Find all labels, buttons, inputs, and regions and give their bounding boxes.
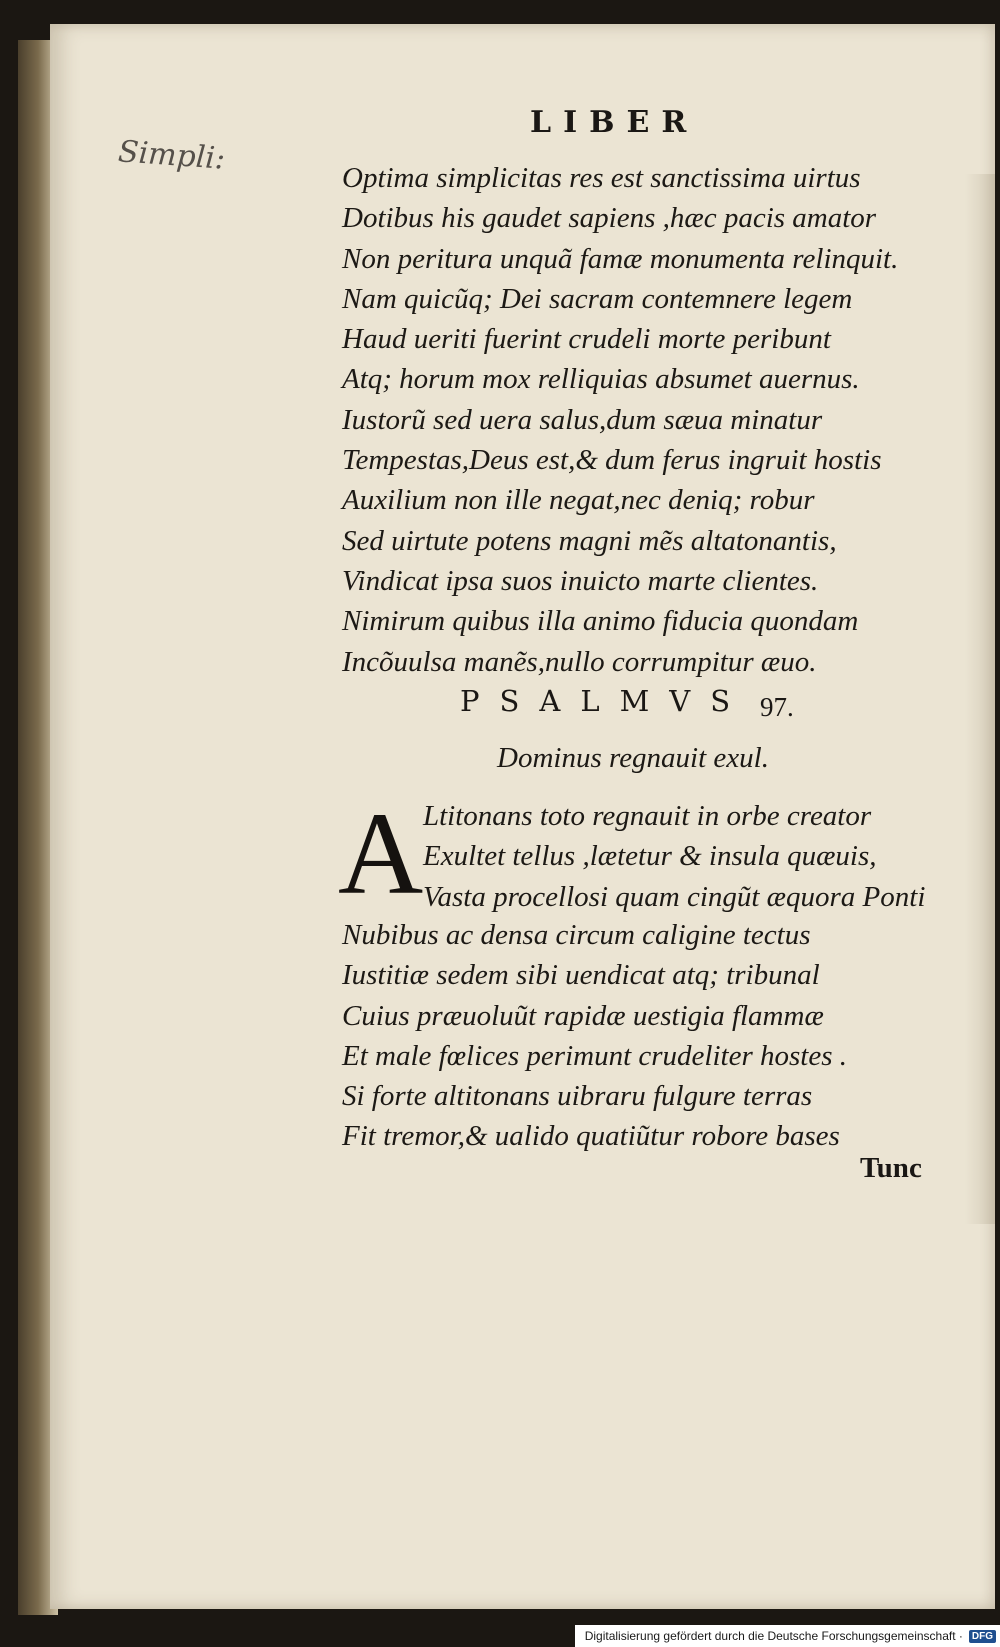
verse-line: Et male fœlices perimunt crudeliter hostes . <box>342 1039 848 1072</box>
bleed-through-shadow <box>965 174 995 1224</box>
verse-line: Haud ueriti fuerint crudeli morte peribunt <box>342 323 831 356</box>
verse-line: Iustorũ sed uera salus,dum sæua minatur <box>342 403 823 436</box>
verse-block-1 <box>342 158 898 682</box>
digitization-credit <box>575 1625 1000 1647</box>
verse-line: Atq; horum mox relliquias absumet auernus. <box>342 363 860 396</box>
drop-cap-initial: A <box>338 788 424 919</box>
verse-line: Non peritura unquã famæ monumenta relinquit. <box>342 242 899 275</box>
verse-line: Optima simplicitas res est sanctissima uirtus <box>342 162 861 194</box>
psalm-heading: PSALMVS <box>460 684 751 718</box>
verse-line: Vindicat ipsa suos inuicto marte clientes. <box>342 564 819 597</box>
verse-line: Auxilium non ille negat,nec deniq; robur <box>342 484 815 517</box>
verse-line: Cuius præuoluũt rapidæ uestigia flammæ <box>342 999 824 1032</box>
verse-line: Si forte altitonans uibraru fulgure terras <box>342 1080 813 1113</box>
dfg-logo-icon: DFG <box>969 1630 996 1643</box>
verse-line: Nam quicũq; Dei sacram contemnere legem <box>342 282 853 315</box>
psalm-subtitle: Dominus regnauit exul. <box>497 742 769 774</box>
verse-line: Nimirum quibus illa animo fiducia quondam <box>342 605 859 638</box>
credit-text: Digitalisierung gefördert durch die Deutsche Forschungsgemeinschaft · <box>584 1629 963 1643</box>
verse-line: Nubibus ac densa circum caligine tectus <box>342 919 811 951</box>
dropcap-verse-lines <box>423 796 925 917</box>
verse-line: Exultet tellus ,lætetur & insula quæuis, <box>423 840 877 873</box>
verse-line: Dotibus his gaudet sapiens ,hæc pacis amator <box>342 202 877 235</box>
verse-line: Sed uirtute potens magni mẽs altatonantis, <box>342 524 837 557</box>
verse-line: Tempestas,Deus est,& dum ferus ingruit hostis <box>342 444 882 477</box>
verse-line: Vasta procellosi quam cingũt æquora Ponti <box>423 880 926 913</box>
verse-line: Ltitonans toto regnauit in orbe creator <box>423 800 872 832</box>
running-head: LIBER <box>530 105 699 140</box>
psalm-number: 97. <box>760 692 794 722</box>
handwritten-margin-note: Simpli: <box>116 134 227 177</box>
verse-line: Iustitiæ sedem sibi uendicat atq; tribunal <box>342 959 820 992</box>
catchword: Tunc <box>860 1152 922 1184</box>
verse-block-2 <box>342 915 847 1157</box>
verse-line: Incõuulsa manẽs,nullo corrumpitur æuo. <box>342 645 817 678</box>
verse-line: Fit tremor,& ualido quatiũtur robore bases <box>342 1120 840 1153</box>
